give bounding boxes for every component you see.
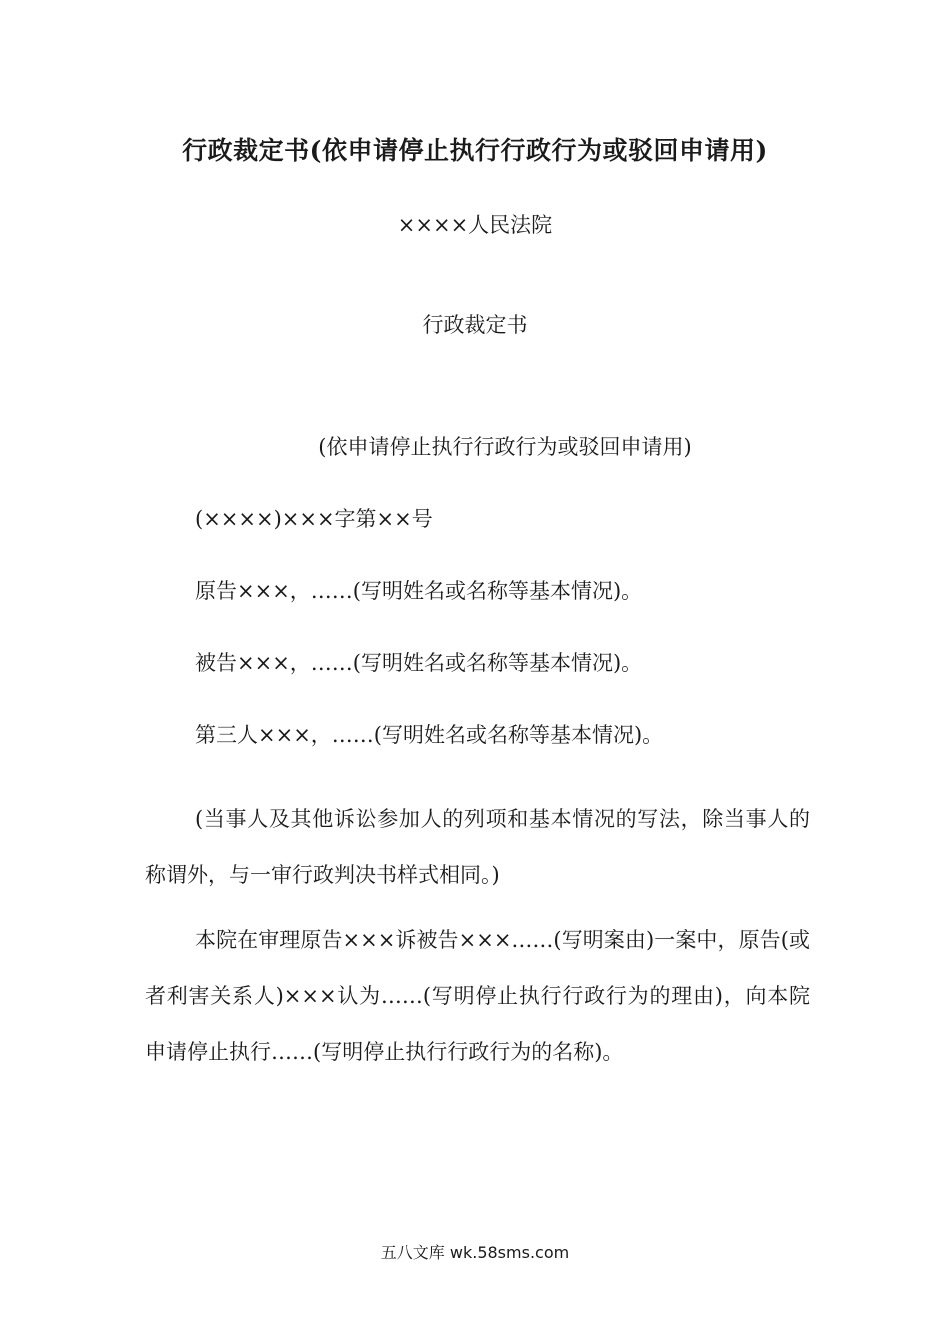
- document-kind: 行政裁定书: [422, 313, 528, 337]
- body-paragraph: 本院在审理原告×××诉被告×××……(写明案由)一案中，原告(或者利害关系人)×××认为……(写明停止执行行政行为的理由)，向本院申请停止执行……(写明停止执行行政行为的名称)。: [145, 928, 810, 1064]
- defendant-line: 被告×××，……(写明姓名或名称等基本情况)。: [195, 651, 643, 675]
- parties-note: (当事人及其他诉讼参加人的列项和基本情况的写法，除当事人的称谓外，与一审行政判决书样式相同。): [145, 807, 810, 887]
- plaintiff-line: 原告×××，……(写明姓名或名称等基本情况)。: [195, 579, 643, 603]
- third-party-line: 第三人×××，……(写明姓名或名称等基本情况)。: [195, 723, 664, 747]
- court-name: ××××人民法院: [397, 213, 553, 237]
- case-number: (××××)×××字第××号: [195, 507, 433, 531]
- footer-site: 五八文库 wk.58sms.com: [380, 1243, 570, 1262]
- document-title: 行政裁定书(依申请停止执行行政行为或驳回申请用): [182, 136, 768, 165]
- applicable-scope: (依申请停止执行行政行为或驳回申请用): [318, 435, 692, 459]
